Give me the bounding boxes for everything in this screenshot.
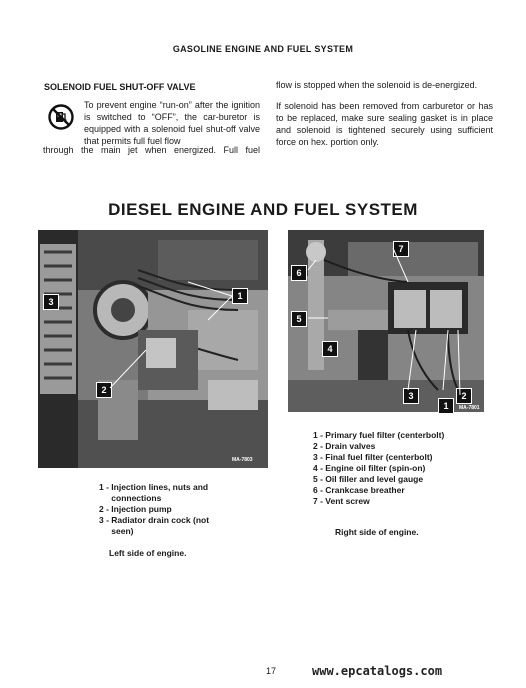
right-leader-lines	[288, 230, 484, 412]
right-callout-6: 6	[291, 265, 307, 281]
right-callout-7: 7	[393, 241, 409, 257]
right-photo-id: MA-7801	[459, 405, 480, 411]
right-callout-3: 3	[403, 388, 419, 404]
solenoid-paragraph-indented: To prevent engine “run-on” after the ignition is switched to “OFF”, the car-buretor is equipped with a solenoid fuel shut-off valve that permits full fuel flow	[84, 100, 260, 146]
watermark: www.epcatalogs.com	[312, 664, 443, 678]
legend-item: 1 - Injection lines, nuts and connections	[99, 482, 209, 503]
right-callout-1: 1	[438, 398, 454, 414]
right-legend	[313, 430, 493, 507]
legend-item: 1 - Primary fuel filter (centerbolt)	[313, 430, 445, 440]
left-photo-id: MA-7803	[232, 457, 253, 463]
legend-item: 2 - Drain valves	[313, 441, 376, 451]
right-callout-2: 2	[456, 388, 472, 404]
legend-item: 6 - Crankcase breather	[313, 485, 405, 495]
left-callout-1: 1	[232, 288, 248, 304]
no-fuel-pump-icon	[48, 104, 74, 130]
right-callout-4: 4	[322, 341, 338, 357]
diesel-section-title: DIESEL ENGINE AND FUEL SYSTEM	[108, 200, 418, 219]
legend-item: 5 - Oil filler and level gauge	[313, 474, 424, 484]
legend-item: 3 - Radiator drain cock (not seen)	[99, 515, 210, 536]
legend-item: 2 - Injection pump	[99, 504, 172, 514]
right-callout-5: 5	[291, 311, 307, 327]
page-number: 17	[266, 666, 277, 676]
left-leader-lines	[38, 230, 268, 468]
left-caption: Left side of engine.	[109, 548, 187, 558]
left-legend	[99, 482, 229, 537]
legend-item: 7 - Vent screw	[313, 496, 370, 506]
legend-item: 3 - Final fuel filter (centerbolt)	[313, 452, 433, 462]
solenoid-paragraph-right-top: flow is stopped when the solenoid is de-energized.	[276, 80, 478, 90]
right-caption: Right side of engine.	[335, 527, 419, 537]
left-callout-3: 3	[43, 294, 59, 310]
legend-item: 4 - Engine oil filter (spin-on)	[313, 463, 426, 473]
page-header: GASOLINE ENGINE AND FUEL SYSTEM	[172, 44, 354, 54]
solenoid-paragraph-full: through the main jet when energized. Full fuel	[43, 145, 260, 155]
solenoid-paragraph-right-bottom: If solenoid has been removed from carburetor or has to be replaced, make sure sealing gasket is in place and solenoid is tightened securely using sufficient force on hex. portion only.	[276, 101, 493, 147]
left-callout-2: 2	[96, 382, 112, 398]
section-title: SOLENOID FUEL SHUT-OFF VALVE	[44, 82, 196, 92]
